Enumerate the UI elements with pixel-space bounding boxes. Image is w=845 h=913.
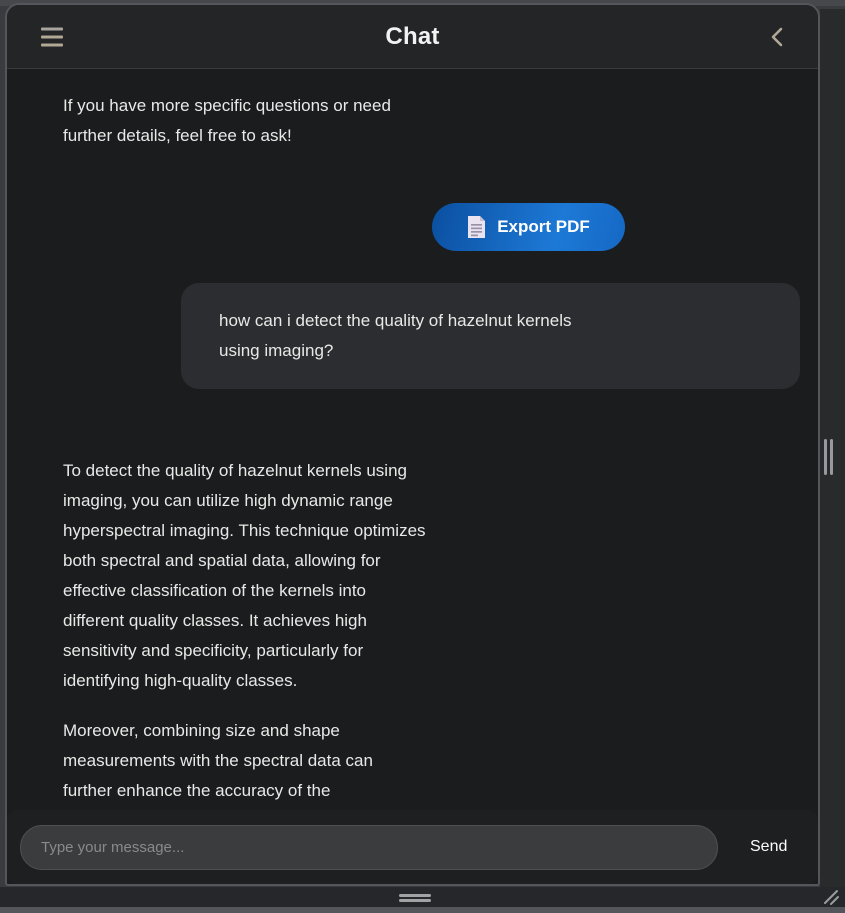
message-text: effective classification of the kernels into [63,581,367,600]
right-resize-gutter [820,9,845,887]
export-pdf-label: Export PDF [497,217,590,236]
message-text: To detect the quality of hazelnut kernels using [63,461,407,480]
horizontal-splitter-handle[interactable] [399,894,431,902]
export-pdf-button[interactable] [432,203,625,251]
user-message-bubble [181,283,800,389]
message-text: using imaging? [219,341,334,360]
message-text: further enhance the accuracy of the [63,781,331,800]
window-bottom-strip [0,907,845,913]
message-input[interactable] [20,825,718,870]
message-text: further details, feel free to ask! [63,126,292,145]
chevron-left-icon[interactable] [766,22,788,52]
vertical-splitter-handle[interactable] [824,439,833,475]
chat-window [5,3,820,886]
composer-bar [7,810,818,884]
pdf-document-icon [467,215,486,239]
page-title: Chat [385,22,440,50]
bottom-resize-gutter [0,887,845,907]
message-text: different quality classes. It achieves high [63,611,367,630]
hamburger-menu-icon[interactable] [37,23,67,50]
message-text: identifying high-quality classes. [63,671,298,690]
message-text: Moreover, combining size and shape [63,721,340,740]
message-text: how can i detect the quality of hazelnut kernels [219,311,572,330]
assistant-message [63,91,391,151]
message-text: measurements with the spectral data can [63,751,373,770]
message-text: both spectral and spatial data, allowing for [63,551,381,570]
chat-header [7,5,818,69]
message-text: If you have more specific questions or need [63,96,391,115]
message-list [7,70,818,884]
message-text: imaging, you can utilize high dynamic range [63,491,393,510]
assistant-message [63,456,426,836]
message-text: sensitivity and specificity, particularly for [63,641,364,660]
paragraph-gap [63,696,426,716]
send-button[interactable]: Send [750,838,788,855]
message-text: hyperspectral imaging. This technique optimizes [63,521,426,540]
